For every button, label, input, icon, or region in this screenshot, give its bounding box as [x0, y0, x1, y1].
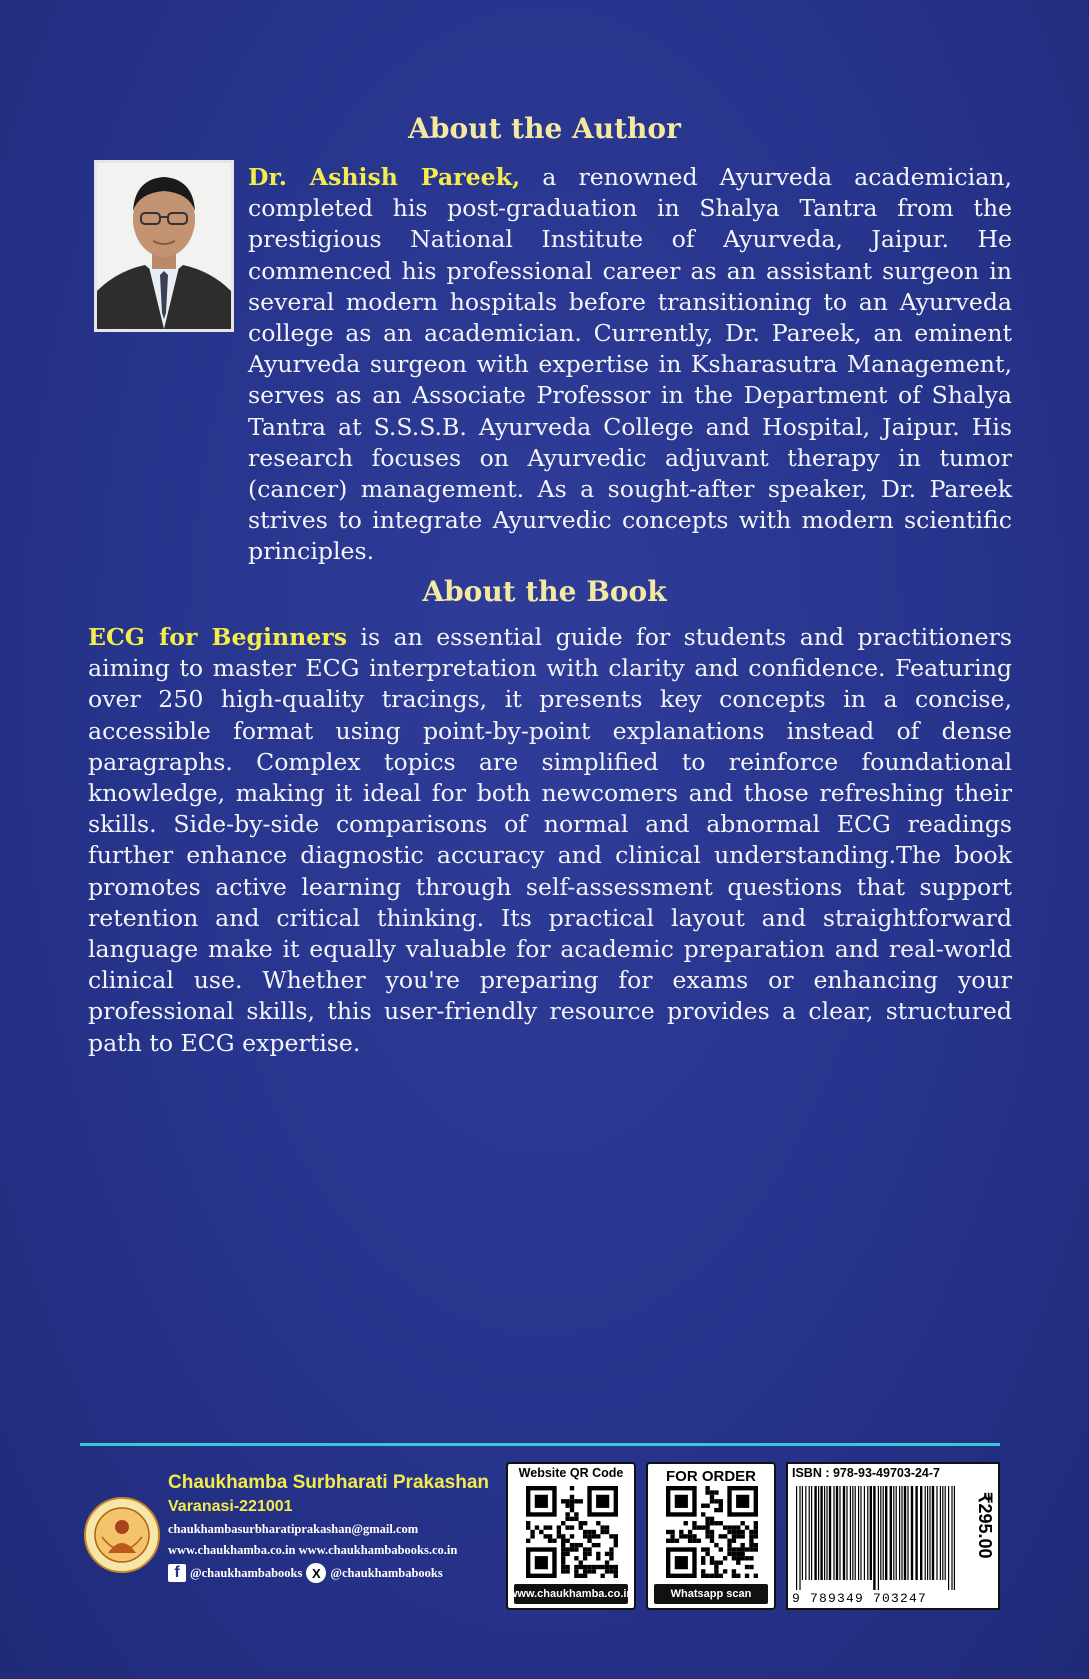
website-qr-label: Website QR Code [518, 1466, 624, 1480]
isbn-text: ISBN : 978-93-49703-24-7 [792, 1466, 940, 1480]
website-qr-box [506, 1462, 636, 1610]
x-icon: X [306, 1563, 326, 1583]
website-qr-code [526, 1486, 618, 1578]
author-bio-text: a renowned Ayurveda academician, completed his post-graduation in Shalya Tantra from the prestigious National Institute of Ayurveda, Jaipur. He commenced his professional career as an assistant surgeon in several modern hospitals before transitioning to an Ayurveda college as an academician. Currently, Dr. Pareek, an eminent Ayurveda surgeon with expertise in Ksharasutra Management, serves as an Associate Professor in the Department of Shalya Tantra at S.S.S.B. Ayurveda College and Hospital, Jaipur. His research focuses on Ayurvedic adjuvant therapy in tumor (cancer) management. As a sought-after speaker, Dr. Pareek strives to integrate Ayurvedic concepts with modern scientific principles. [248, 163, 1012, 566]
publisher-seal-logo [84, 1497, 160, 1573]
price-label: ₹295.00 [975, 1492, 995, 1559]
about-author-heading: About the Author [408, 112, 681, 145]
social-links [168, 1563, 443, 1583]
isbn-barcode-box [786, 1462, 1000, 1610]
facebook-handle: @chaukhambabooks [190, 1565, 303, 1580]
author-photo [94, 160, 234, 332]
order-qr-box [646, 1462, 776, 1610]
author-name: Dr. Ashish Pareek, [248, 163, 521, 191]
publisher-name: Chaukhamba Surbharati Prakashan [168, 1472, 489, 1493]
footer-divider [80, 1443, 1000, 1446]
order-qr-label: FOR ORDER [666, 1468, 756, 1485]
website-qr-url: www.chaukhamba.co.in [514, 1584, 628, 1604]
isbn-barcode [794, 1486, 958, 1590]
publisher-city: Varanasi-221001 [168, 1498, 293, 1515]
publisher-email: chaukhambasurbharatiprakashan@gmail.com [168, 1522, 419, 1536]
book-title: ECG for Beginners [88, 623, 347, 651]
order-qr-code [666, 1486, 758, 1578]
barcode-digits: 9 789349 703247 [792, 1591, 928, 1606]
about-book-heading: About the Book [422, 575, 667, 608]
facebook-icon: f [168, 1564, 186, 1582]
publisher-websites: www.chaukhamba.co.in www.chaukhambabooks.co.in [168, 1543, 458, 1557]
book-description-paragraph [88, 622, 1012, 1059]
order-qr-caption: Whatsapp scan [654, 1584, 768, 1604]
x-handle: @chaukhambabooks [330, 1565, 443, 1580]
author-bio-paragraph [248, 162, 1012, 568]
book-description-text: is an essential guide for students and practitioners aiming to master ECG interpretation with clarity and confidence. Featuring over 250 high-quality tracings, it presents key concepts in a concise, accessible format using point-by-point explanations instead of dense paragraphs. Complex topics are simplified to reinforce foundational knowledge, making it ideal for both newcomers and those refreshing their skills. Side-by-side comparisons of normal and abnormal ECG readings further enhance diagnostic accuracy and clinical understanding.The book promotes active learning through self-assessment questions that support retention and critical thinking. Its practical layout and straightforward language make it equally valuable for academic preparation and real-world clinical use. Whether you're preparing for exams or enhancing your professional skills, this user-friendly resource provides a clear, structured path to ECG expertise. [88, 623, 1012, 1057]
